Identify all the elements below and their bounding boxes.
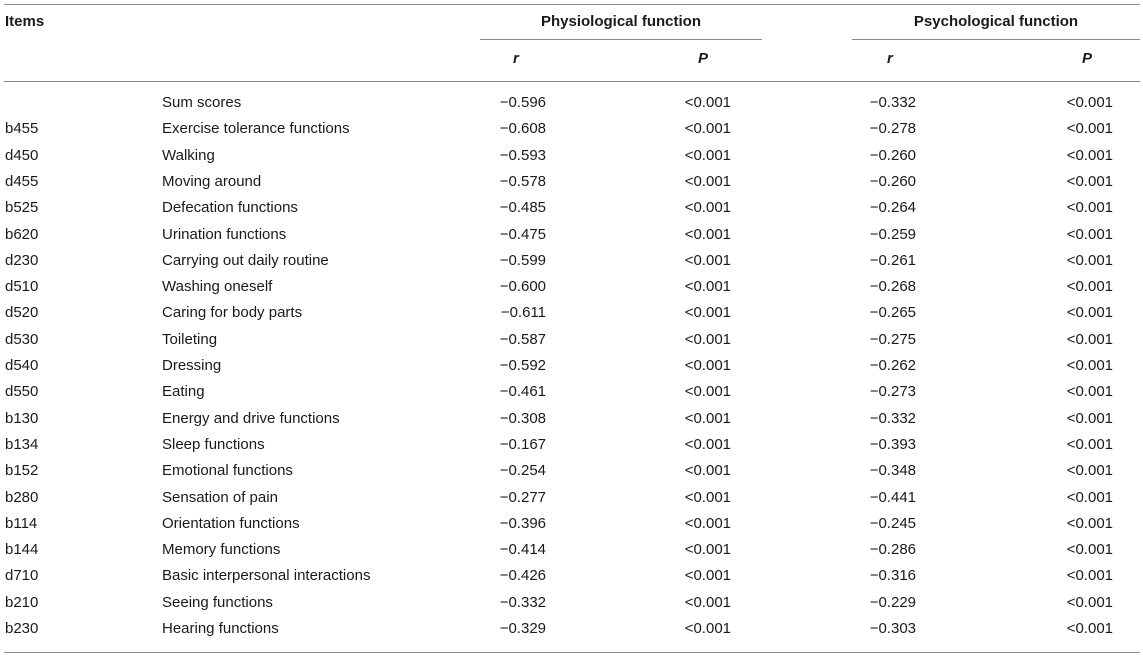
physiological-subheader-rule (480, 39, 762, 40)
physiological-r-header: r (513, 50, 519, 67)
table-row (0, 116, 1143, 142)
item-label: Basic interpersonal interactions (162, 567, 371, 585)
table-row (0, 353, 1143, 379)
psychological-p-value: <0.001 (1066, 593, 1113, 611)
items-header: Items (5, 13, 45, 30)
physiological-r-value: −0.578 (499, 172, 546, 190)
table-row (0, 511, 1143, 537)
table-row (0, 616, 1143, 642)
item-label: Washing oneself (162, 278, 273, 296)
table-row (0, 485, 1143, 511)
physiological-r-value: −0.611 (500, 304, 546, 322)
table-top-rule (4, 4, 1140, 5)
item-code: b114 (5, 514, 38, 532)
item-code: d230 (5, 251, 39, 269)
item-label: Hearing functions (162, 620, 279, 637)
physiological-r-value: −0.332 (499, 593, 546, 611)
table-row (0, 169, 1143, 195)
physiological-p-value: <0.001 (684, 357, 731, 374)
item-label: Defecation functions (162, 199, 298, 217)
physiological-p-value: <0.001 (684, 172, 731, 190)
psychological-r-value: −0.441 (869, 488, 916, 506)
physiological-r-value: −0.167 (499, 435, 546, 453)
item-code: d520 (5, 304, 39, 322)
physiological-r-value: −0.475 (499, 225, 546, 243)
physiological-p-value: <0.001 (684, 146, 731, 164)
psychological-r-value: −0.348 (869, 462, 916, 480)
physiological-p-value: <0.001 (684, 120, 731, 138)
psychological-function-header: Psychological function (913, 13, 1079, 30)
physiological-p-value: <0.001 (684, 593, 731, 611)
item-code: d530 (5, 330, 39, 348)
physiological-r-value: −0.396 (499, 514, 546, 532)
psychological-r-value: −0.245 (869, 514, 916, 532)
psychological-p-value: <0.001 (1066, 435, 1113, 453)
item-code: b130 (5, 409, 39, 427)
psychological-p-value: <0.001 (1066, 541, 1113, 559)
table-row (0, 195, 1143, 221)
item-code: d450 (5, 146, 39, 164)
physiological-p-value: <0.001 (684, 251, 731, 269)
table-row (0, 406, 1143, 432)
psychological-p-header: P (1082, 50, 1093, 67)
psychological-r-value: −0.286 (869, 541, 916, 559)
table-bottom-rule (4, 652, 1140, 653)
psychological-r-value: −0.278 (869, 120, 916, 138)
item-label: Sleep functions (162, 435, 265, 453)
physiological-p-value: <0.001 (684, 541, 731, 559)
item-code: b144 (5, 541, 39, 559)
item-code: d710 (5, 567, 39, 585)
psychological-r-value: −0.229 (869, 593, 916, 611)
table-row (0, 537, 1143, 563)
physiological-p-value: <0.001 (684, 94, 731, 111)
physiological-r-value: −0.329 (499, 620, 546, 637)
physiological-p-value: <0.001 (684, 462, 731, 480)
psychological-p-value: <0.001 (1066, 383, 1113, 401)
item-label: Exercise tolerance functions (162, 120, 350, 138)
item-label: Energy and drive functions (162, 409, 340, 427)
physiological-r-value: −0.308 (499, 409, 546, 427)
psychological-r-value: −0.265 (869, 304, 916, 322)
psychological-p-value: <0.001 (1066, 199, 1113, 217)
item-code: b280 (5, 488, 39, 506)
item-label: Moving around (162, 172, 262, 190)
header-bottom-rule (4, 81, 1140, 82)
psychological-r-value: −0.264 (869, 199, 916, 217)
physiological-r-value: −0.596 (499, 94, 546, 111)
psychological-r-value: −0.393 (869, 435, 916, 453)
psychological-r-value: −0.275 (869, 330, 916, 348)
psychological-p-value: <0.001 (1066, 409, 1113, 427)
psychological-r-value: −0.259 (869, 225, 916, 243)
psychological-r-value: −0.268 (869, 278, 916, 296)
item-label: Dressing (162, 357, 222, 374)
psychological-r-header: r (887, 50, 893, 67)
psychological-p-value: <0.001 (1066, 172, 1113, 190)
item-code: d510 (5, 278, 39, 296)
physiological-p-value: <0.001 (684, 409, 731, 427)
table-row (0, 90, 1143, 116)
psychological-r-value: −0.261 (869, 251, 916, 269)
item-code: b134 (5, 435, 39, 453)
physiological-r-value: −0.587 (499, 330, 546, 348)
physiological-p-value: <0.001 (684, 514, 731, 532)
item-label: Sum scores (162, 94, 242, 111)
table-row (0, 327, 1143, 353)
table-row (0, 143, 1143, 169)
physiological-r-value: −0.254 (499, 462, 546, 480)
item-label: Toileting (162, 330, 218, 348)
psychological-p-value: <0.001 (1066, 620, 1113, 637)
table-row (0, 274, 1143, 300)
psychological-p-value: <0.001 (1066, 146, 1113, 164)
psychological-p-value: <0.001 (1066, 278, 1113, 296)
physiological-p-value: <0.001 (684, 435, 731, 453)
psychological-subheader-rule (852, 39, 1140, 40)
physiological-r-value: −0.485 (499, 199, 546, 217)
psychological-p-value: <0.001 (1066, 357, 1113, 374)
item-code: b210 (5, 593, 39, 611)
item-label: Eating (162, 383, 205, 401)
physiological-p-header: P (698, 50, 709, 67)
item-code: b620 (5, 225, 39, 243)
table-row (0, 300, 1143, 326)
item-code: b455 (5, 120, 39, 138)
physiological-p-value: <0.001 (684, 567, 731, 585)
physiological-p-value: <0.001 (684, 225, 731, 243)
psychological-p-value: <0.001 (1066, 462, 1113, 480)
psychological-r-value: −0.260 (869, 146, 916, 164)
item-code: d455 (5, 172, 39, 190)
psychological-r-value: −0.262 (869, 357, 916, 374)
item-label: Carrying out daily routine (162, 251, 329, 269)
item-label: Caring for body parts (162, 304, 303, 322)
item-code: b525 (5, 199, 39, 217)
physiological-r-value: −0.599 (499, 251, 546, 269)
psychological-p-value: <0.001 (1066, 120, 1113, 138)
psychological-r-value: −0.303 (869, 620, 916, 637)
item-code: b152 (5, 462, 39, 480)
item-code: b230 (5, 620, 39, 637)
physiological-p-value: <0.001 (684, 488, 731, 506)
physiological-r-value: −0.277 (499, 488, 546, 506)
item-label: Urination functions (162, 225, 287, 243)
table-row (0, 379, 1143, 405)
item-label: Sensation of pain (162, 488, 278, 506)
item-label: Seeing functions (162, 593, 273, 611)
table-row (0, 458, 1143, 484)
physiological-p-value: <0.001 (684, 620, 731, 637)
physiological-r-value: −0.592 (499, 357, 546, 374)
item-code: d540 (5, 357, 39, 374)
psychological-r-value: −0.316 (869, 567, 916, 585)
psychological-p-value: <0.001 (1066, 514, 1113, 532)
psychological-p-value: <0.001 (1066, 304, 1113, 322)
psychological-r-value: −0.332 (869, 94, 916, 111)
psychological-p-value: <0.001 (1066, 251, 1113, 269)
table-row (0, 563, 1143, 589)
physiological-function-header: Physiological function (540, 13, 701, 30)
psychological-p-value: <0.001 (1066, 94, 1113, 111)
physiological-p-value: <0.001 (684, 199, 731, 217)
psychological-r-value: −0.332 (869, 409, 916, 427)
psychological-p-value: <0.001 (1066, 567, 1113, 585)
physiological-r-value: −0.461 (499, 383, 546, 401)
physiological-r-value: −0.426 (499, 567, 546, 585)
item-label: Walking (162, 146, 215, 164)
item-label: Emotional functions (162, 462, 293, 480)
physiological-r-value: −0.608 (499, 120, 546, 138)
psychological-p-value: <0.001 (1066, 330, 1113, 348)
table-row (0, 590, 1143, 616)
table-row (0, 222, 1143, 248)
psychological-p-value: <0.001 (1066, 488, 1113, 506)
item-code: d550 (5, 383, 39, 401)
physiological-r-value: −0.593 (499, 146, 546, 164)
item-label: Orientation functions (162, 514, 300, 532)
physiological-p-value: <0.001 (684, 304, 731, 322)
psychological-p-value: <0.001 (1066, 225, 1113, 243)
physiological-p-value: <0.001 (684, 330, 731, 348)
physiological-r-value: −0.414 (499, 541, 546, 559)
item-label: Memory functions (162, 541, 281, 559)
table-row (0, 248, 1143, 274)
psychological-r-value: −0.273 (869, 383, 916, 401)
physiological-r-value: −0.600 (499, 278, 546, 296)
physiological-p-value: <0.001 (684, 383, 731, 401)
psychological-r-value: −0.260 (869, 172, 916, 190)
table-row (0, 432, 1143, 458)
physiological-p-value: <0.001 (684, 278, 731, 296)
